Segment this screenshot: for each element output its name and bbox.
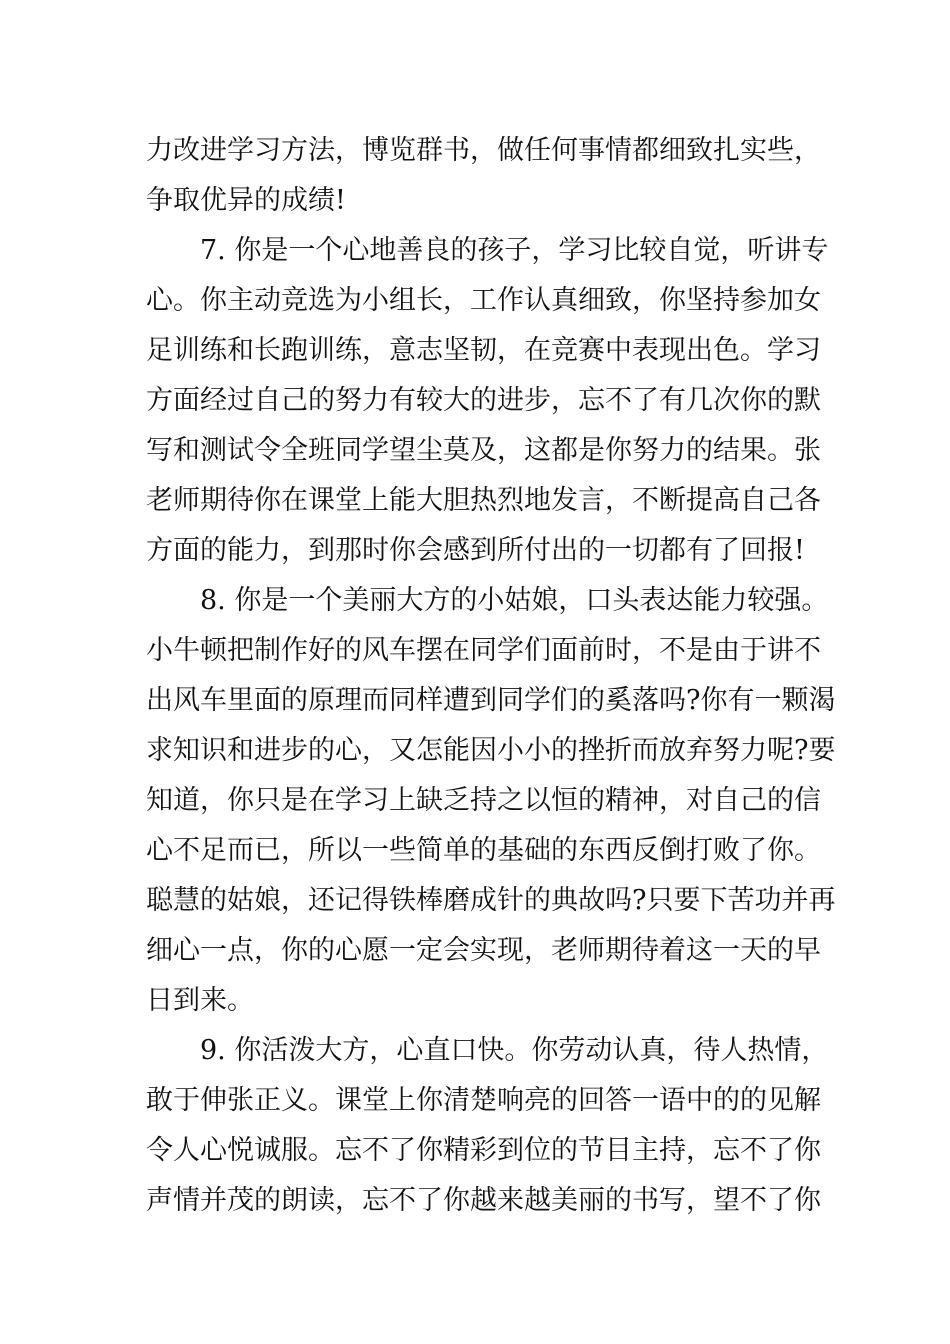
text-line: 求知识和进步的心，又怎能因小小的挫折而放弃努力呢?要 — [146, 735, 836, 766]
text-line: 心不足而已，所以一些简单的基础的东西反倒打败了你。 — [146, 835, 821, 866]
text-line: 敢于伸张正义。课堂上你清楚响亮的回答一语中的的见解 — [146, 1085, 821, 1116]
text-line: 争取优异的成绩! — [146, 185, 346, 216]
text-line: 老师期待你在课堂上能大胆热烈地发言，不断提高自己各 — [146, 485, 821, 516]
text-line: 细心一点，你的心愿一定会实现，老师期待着这一天的早 — [146, 935, 821, 966]
paragraph-9-start: 9. 你活泼大方，心直口快。你劳动认真，待人热情， — [200, 1035, 829, 1066]
text-line: 小牛顿把制作好的风车摆在同学们面前时，不是由于讲不 — [146, 635, 821, 666]
text-line: 力改进学习方法，博览群书，做任何事情都细致扎实些， — [146, 135, 821, 166]
text-line: 足训练和长跑训练，意志坚韧，在竞赛中表现出色。学习 — [146, 335, 821, 366]
document-body — [146, 126, 836, 1226]
text-line: 出风车里面的原理而同样遭到同学们的奚落吗?你有一颗渴 — [146, 685, 836, 716]
text-line: 日到来。 — [146, 985, 254, 1016]
paragraph-8-start: 8. 你是一个美丽大方的小姑娘，口头表达能力较强。 — [200, 585, 829, 616]
text-line: 声情并茂的朗读，忘不了你越来越美丽的书写，望不了你 — [146, 1185, 821, 1216]
text-line: 写和测试令全班同学望尘莫及，这都是你努力的结果。张 — [146, 435, 821, 466]
text-line: 方面经过自己的努力有较大的进步，忘不了有几次你的默 — [146, 385, 821, 416]
text-line: 知道，你只是在学习上缺乏持之以恒的精神，对自己的信 — [146, 785, 821, 816]
text-line: 令人心悦诚服。忘不了你精彩到位的节目主持，忘不了你 — [146, 1135, 821, 1166]
text-line: 心。你主动竞选为小组长，工作认真细致，你坚持参加女 — [146, 285, 821, 316]
text-line: 聪慧的姑娘，还记得铁棒磨成针的典故吗?只要下苦功并再 — [146, 885, 836, 916]
text-line: 方面的能力，到那时你会感到所付出的一切都有了回报! — [146, 535, 805, 566]
paragraph-7-start: 7. 你是一个心地善良的孩子，学习比较自觉，听讲专 — [200, 235, 829, 266]
